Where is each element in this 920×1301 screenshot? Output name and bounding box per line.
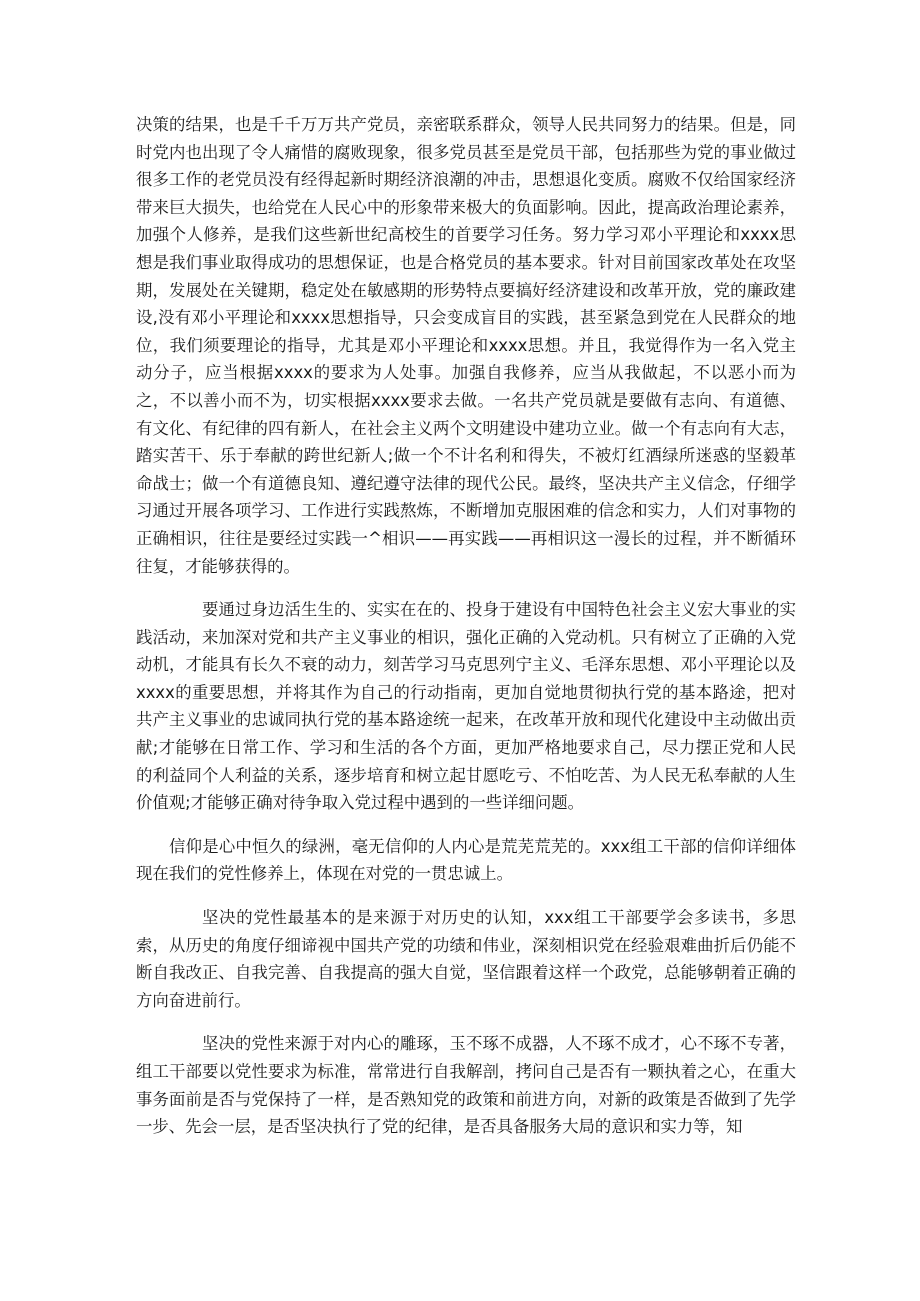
document-body <box>136 111 796 1141</box>
paragraph-5: 坚决的党性来源于对内心的雕琢，玉不琢不成器，人不琢不成才，心不琢不专著，组工干部要以党性要求为标准，常常进行自我解剖，拷问自己是否有一颗执着之心，在重大事务面前是否与党保持了一样，是否熟知党的政策和前进方向，对新的政策是否做到了先学一步、先会一层，是否坚决执行了党的纪律，是否具备服务大局的意识和实力等，知 <box>136 1034 796 1137</box>
paragraph-2: 要通过身边活生生的、实实在在的、投身于建设有中国特色社会主义宏大事业的实践活动，来加深对党和共产主义事业的相识，强化正确的入党动机。只有树立了正确的入党动机，才能具有长久不衰的动力，刻苦学习马克思列宁主义、毛泽东思想、邓小平理论以及xxxx的重要思想，并将其作为自己的行动指南，更加自觉地贯彻执行党的基本路途，把对共产主义事业的忠诚同执行党的基本路途统一起来，在改革开放和现代化建设中主动做出贡献;才能够在日常工作、学习和生活的各个方面，更加严格地要求自己，尽力摆正党和人民的利益同个人利益的关系，逐步培育和树立起甘愿吃亏、不怕吃苦、为人民无私奉献的人生价值观;才能够正确对待争取入党过程中遇到的一些详细问题。 <box>136 600 796 813</box>
paragraph-3: 信仰是心中恒久的绿洲，毫无信仰的人内心是荒芜荒芜的。xxx组工干部的信仰详细体现在我们的党性修养上，体现在对党的一贯忠诚上。 <box>136 836 796 884</box>
paragraph-4: 坚决的党性最基本的是来源于对历史的认知，xxx组工干部要学会多读书，多思索，从历史的角度仔细谛视中国共产党的功绩和伟业，深刻相识党在经验艰难曲折后仍能不断自我改正、自我完善、自我提高的强大自觉，坚信跟着这样一个政党，总能够朝着正确的方向奋进前行。 <box>136 908 796 1010</box>
paragraph-1: 决策的结果，也是千千万万共产党员，亲密联系群众，领导人民共同努力的结果。但是，同时党内也出现了令人痛惜的腐败现象，很多党员甚至是党员干部，包括那些为党的事业做过很多工作的老党员没有经得起新时期经济浪潮的冲击，思想退化变质。腐败不仅给国家经济带来巨大损失，也给党在人民心中的形象带来极大的负面影响。因此，提高政治理论素养，加强个人修养，是我们这些新世纪高校生的首要学习任务。努力学习邓小平理论和xxxx思想是我们事业取得成功的思想保证，也是合格党员的基本要求。针对目前国家改革处在攻坚期，发展处在关键期，稳定处在敏感期的形势特点要搞好经济建设和改革开放，党的廉政建设,没有邓小平理论和xxxx思想指导，只会变成盲目的实践，甚至紧急到党在人民群众的地位，我们须要理论的指导，尤其是邓小平理论和xxxx思想。并且，我觉得作为一名入党主动分子，应当根据xxxx的要求为人处事。加强自我修养，应当从我做起，不以恶小而为之，不以善小而不为，切实根据xxxx要求去做。一名共产党员就是要做有志向、有道德、有文化、有纪律的四有新人，在社会主义两个文明建设中建功立业。做一个有志向有大志，踏实苦干、乐于奉献的跨世纪新人;做一个不计名利和得失，不被灯红酒绿所迷惑的坚毅革命战士；做一个有道德良知、遵纪遵守法律的现代公民。最终，坚决共产主义信念，仔细学习通过开展各项学习、工作进行实践熬炼，不断增加克服困难的信念和实力，人们对事物的正确相识，往往是要经过实践一^相识——再实践——再相识这一漫长的过程，并不断循环往复，才能够获得的。 <box>136 115 796 576</box>
